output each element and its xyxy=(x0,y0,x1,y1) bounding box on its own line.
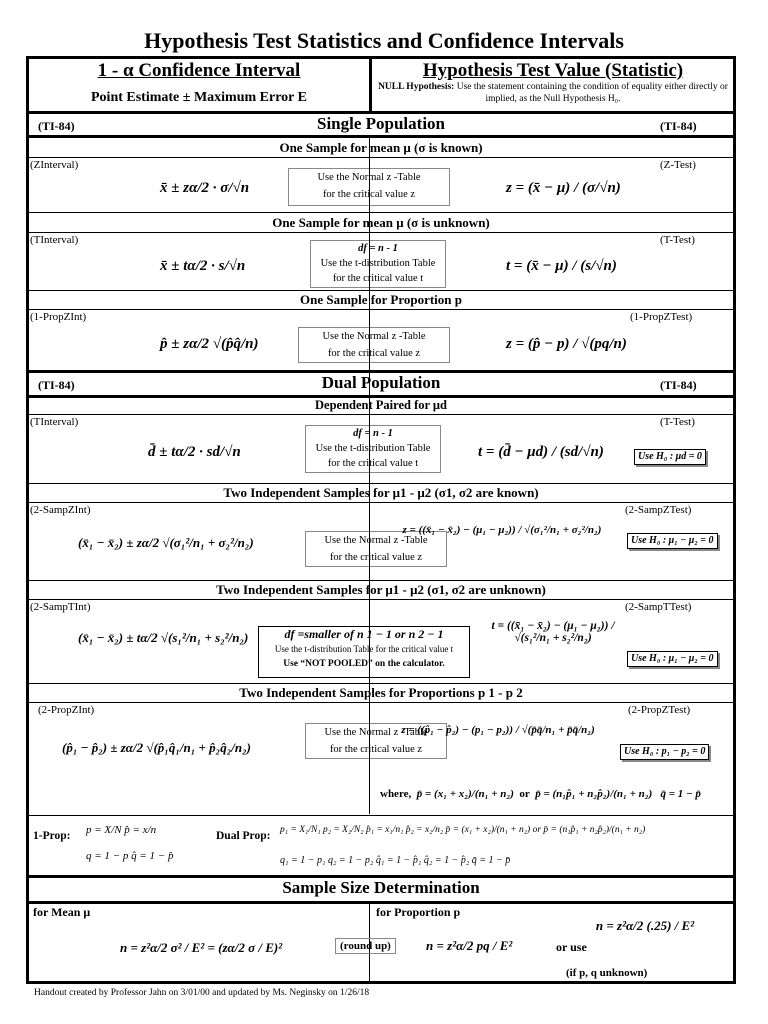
null-label: NULL Hypothesis: xyxy=(378,82,455,92)
mean-size-label: for Mean μ xyxy=(33,905,91,919)
null-hypothesis-badge: Use H₀ : μ₁ − μ₂ = 0 xyxy=(627,533,718,549)
df-line: df = n - 1 xyxy=(358,243,398,254)
rule xyxy=(26,135,736,138)
ci-formula-prop: p̂ ± zα/2 √(p̂q̂/n) xyxy=(160,336,259,352)
ci-formula-two-prop: (p̂₁ − p̂₂) ± zα/2 √(p̂₁q̂₁/n₁ + p̂₂q̂₂/n₂) xyxy=(62,740,251,755)
ztest-label: (Z-Test) xyxy=(660,159,696,171)
test-statistic-prop: z = (p̂ − p) / √(pq/n) xyxy=(506,336,627,352)
note-line: Use the t-distribution Table for the critical value t xyxy=(274,644,454,654)
two-unknown-heading: Two Independent Samples for μ1 - μ2 (σ1, σ2 are unknown) xyxy=(216,582,546,597)
note-line: for the critical value z xyxy=(329,744,423,755)
2propzint-label: (2-PropZInt) xyxy=(38,704,95,716)
note-line: Use the Normal z -Table xyxy=(317,172,421,183)
dual-population-heading: Dual Population xyxy=(321,373,441,392)
rule xyxy=(26,901,736,904)
dualprop-notation-label: Dual Prop: xyxy=(216,830,271,842)
ci-formula-two-unknown: (x̄₁ − x̄₂) ± tα/2 √(s₁²/n₁ + s₂²/n₂) xyxy=(78,630,249,645)
oneprop-notation-label: 1-Prop: xyxy=(33,830,71,842)
2sampzint-label: (2-SampZInt) xyxy=(30,504,91,516)
sample-size-mean-formula: n = z²α/2 σ² / E² = (zα/2 σ / E)² xyxy=(120,940,283,955)
qbar-formula: q̄ = 1 − p̄ xyxy=(660,788,701,800)
mean-known-heading: One Sample for mean μ (σ is known) xyxy=(279,140,483,155)
paired-heading: Dependent Paired for μd xyxy=(315,398,447,412)
test-statistic-two-unknown: t = ((x̄₁ − x̄₂) − (μ₁ − μ₂)) / √(s₁²/n₁ + s₂²/n₂) xyxy=(491,620,615,644)
note-line: for the critical value z xyxy=(329,552,423,563)
critical-value-note xyxy=(298,327,450,363)
tinterval-label: (TInterval) xyxy=(30,416,79,428)
df-line: df = n - 1 xyxy=(353,428,393,439)
1propztest-label: (1-PropZTest) xyxy=(630,311,693,323)
column-divider xyxy=(369,136,370,814)
pbar-formula-alt: p̄ = (n₁p̂₁ + n₂p̂₂)/(n₁ + n₂) xyxy=(535,788,653,800)
note-line: for the critical value z xyxy=(322,189,416,200)
test-statistic-paired: t = (d̄ − μd) / (sd/√n) xyxy=(478,444,604,460)
note-line: Use the Normal z -Table xyxy=(324,535,428,546)
1propzint-label: (1-PropZInt) xyxy=(30,311,87,323)
rule xyxy=(26,309,736,310)
2samptint-label: (2-SampTInt) xyxy=(30,601,91,613)
ci-column-title: 1 - α Confidence Interval xyxy=(97,60,301,81)
test-statistic-two-known: z = ((x̄₁ − x̄₂) − (μ₁ − μ₂)) / √(σ₁²/n₁ + σ₂²/n₂) xyxy=(402,524,602,536)
rule xyxy=(26,290,736,291)
two-known-heading: Two Independent Samples for μ1 - μ2 (σ1, σ2 are known) xyxy=(223,485,539,500)
ti84-tag: (TI-84) xyxy=(38,378,75,392)
not-pooled-line: Use “NOT POOLED” on the calculator. xyxy=(283,659,445,669)
rule xyxy=(26,232,736,233)
rule xyxy=(26,414,736,415)
oneprop-notation-row: p = X/N p̂ = x/n xyxy=(86,824,157,836)
pbar-formula: p̄ = (x₁ + x₂)/(n₁ + n₂) xyxy=(416,788,514,800)
test-statistic-two-prop: z = ((p̂₁ − p̂₂) − (p₁ − p₂)) / √(p̄q̄/n₁ + p̄q̄/n₂) xyxy=(401,724,595,736)
critical-value-note xyxy=(305,531,447,567)
df-line: df =smaller of n 1 − 1 or n 2 − 1 xyxy=(284,627,444,641)
null-hypothesis-badge: Use H₀ : p₁ − p₂ = 0 xyxy=(620,744,709,760)
rule xyxy=(26,599,736,600)
ti84-tag: (TI-84) xyxy=(38,119,75,133)
2propztest-label: (2-PropZTest) xyxy=(628,704,691,716)
2sampttest-label: (2-SampTTest) xyxy=(625,601,692,613)
ttest-label: (T-Test) xyxy=(660,416,695,428)
ci-formula-z: x̄ ± zα/2 · σ/√n xyxy=(160,180,250,196)
rule xyxy=(26,580,736,581)
proportion-heading: One Sample for Proportion p xyxy=(299,292,463,307)
single-population-heading: Single Population xyxy=(316,114,445,133)
df-note xyxy=(258,626,470,678)
round-up-note: (round up) xyxy=(335,938,396,954)
tinterval-label: (TInterval) xyxy=(30,234,79,246)
page-title: Hypothesis Test Statistics and Confidence Intervals xyxy=(144,28,624,53)
ci-formula-paired: d̄ ± tα/2 · sd/√n xyxy=(148,444,241,460)
null-hypothesis-badge: Use H₀ : μ₁ − μ₂ = 0 xyxy=(627,651,718,667)
note-line: for the critical value t xyxy=(327,458,419,469)
where-label: where, xyxy=(380,788,412,800)
null-text: Use the statement containing the condition of equality either directly or implied, as the Null Hypothesis H₀. xyxy=(456,82,728,104)
note-line: for the critical value z xyxy=(327,348,421,359)
null-hypothesis-badge: Use H₀ : μd = 0 xyxy=(634,449,706,465)
sample-size-prop-formula: n = z²α/2 pq / E² xyxy=(426,938,513,953)
ci-formula-two-known: (x̄₁ − x̄₂) ± zα/2 √(σ₁²/n₁ + σ₂²/n₂) xyxy=(78,535,254,550)
critical-value-note xyxy=(305,425,441,473)
rule xyxy=(26,212,736,213)
rule xyxy=(26,502,736,503)
rule xyxy=(26,815,736,816)
rule xyxy=(26,483,736,484)
ttest-label: (T-Test) xyxy=(660,234,695,246)
sample-size-prop-formula-unknown: n = z²α/2 (.25) / E² xyxy=(595,918,695,933)
oneprop-notation-row: q = 1 − p q̂ = 1 − p̂ xyxy=(86,850,174,862)
or-label: or xyxy=(519,788,530,800)
sample-size-heading: Sample Size Determination xyxy=(282,878,480,897)
pooled-proportion-definitions xyxy=(380,788,701,800)
rule xyxy=(26,157,736,158)
rule xyxy=(26,702,736,703)
note-line: for the critical value t xyxy=(332,273,424,284)
critical-value-note xyxy=(310,240,446,288)
two-prop-heading: Two Independent Samples for Proportions p 1 - p 2 xyxy=(239,685,523,700)
note-line: Use the t-distribution Table xyxy=(315,443,431,454)
note-line: Use the Normal z -Table xyxy=(322,331,426,342)
footer-credit: Handout created by Professor Jahn on 3/01/00 and updated by Ms. Neginsky on 1/26/18 xyxy=(34,988,370,998)
test-statistic-t: t = (x̄ − μ) / (s/√n) xyxy=(506,258,617,274)
dualprop-notation-row: q₁ = 1 − p₁ q₂ = 1 − p₂ q̂₁ = 1 − p̂₁ q̂₂ = 1 − p̂₂ q̄ = 1 − p̄ xyxy=(280,855,511,866)
rule xyxy=(26,683,736,684)
or-use-label: or use xyxy=(556,940,587,954)
dualprop-notation-row: p₁ = X₁/N₁ p₂ = X₂/N₂ p̂₁ = x₁/n₁ p̂₂ = x₂/n₂ p̄ = (x₁ + x₂)/(n₁ + n₂) or p̄ = (n₁p̂₁ + n₂p̂₂)/(n₁ + n₂) xyxy=(280,825,646,835)
proportion-size-label: for Proportion p xyxy=(376,905,461,919)
ti84-tag: (TI-84) xyxy=(660,378,697,392)
zinterval-label: (ZInterval) xyxy=(30,159,79,171)
unknown-pq-note: (if p, q unknown) xyxy=(566,967,648,979)
ti84-tag: (TI-84) xyxy=(660,119,697,133)
header-divider xyxy=(369,56,372,112)
note-line: Use the Normal z -Table xyxy=(324,727,428,738)
2sampztest-label: (2-SampZTest) xyxy=(625,504,692,516)
test-statistic-z: z = (x̄ − μ) / (σ/√n) xyxy=(506,180,621,196)
mean-unknown-heading: One Sample for mean μ (σ is unknown) xyxy=(272,215,490,230)
ci-formula-t: x̄ ± tα/2 · s/√n xyxy=(160,258,246,274)
null-hypothesis-note xyxy=(378,81,728,105)
ci-column-subtitle: Point Estimate ± Maximum Error E xyxy=(91,90,307,105)
note-line: Use the t-distribution Table xyxy=(320,258,436,269)
ht-column-title: Hypothesis Test Value (Statistic) xyxy=(422,60,684,81)
